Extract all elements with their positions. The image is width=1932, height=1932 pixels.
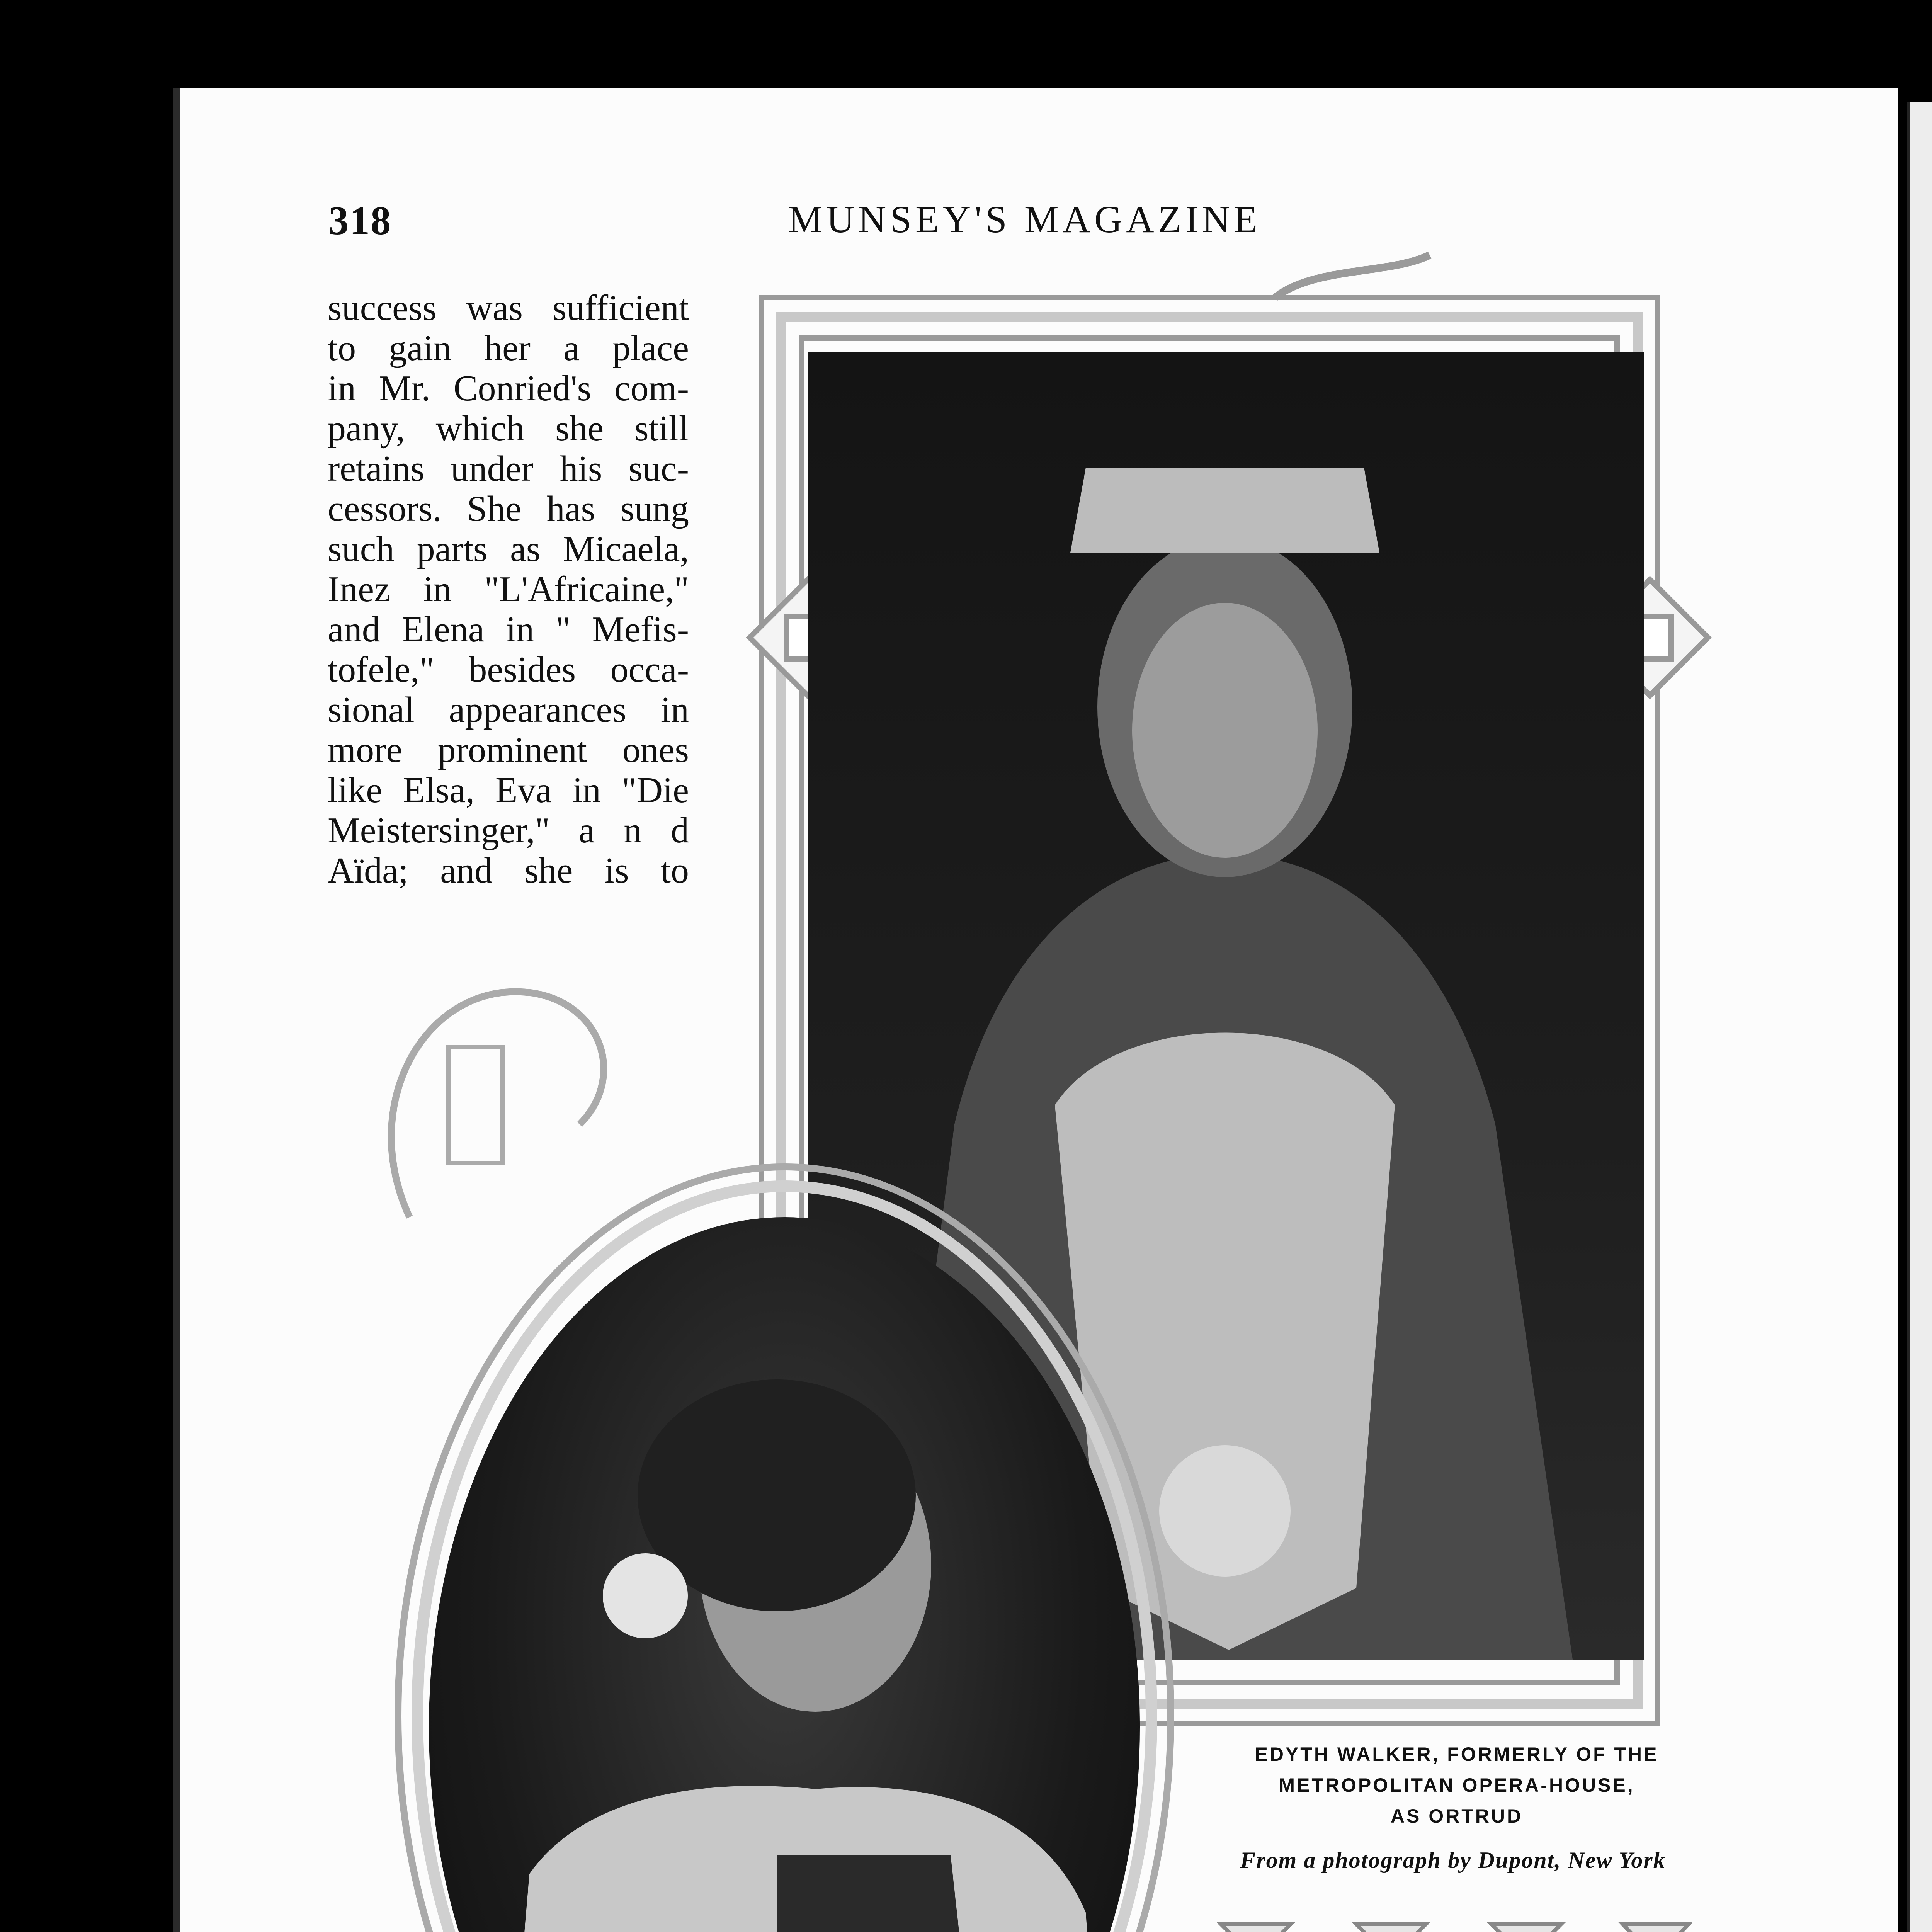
text-line: Aïda; and she is to <box>328 850 689 891</box>
text-line: tofele," besides occa- <box>328 650 689 690</box>
text-line: sional appearances in <box>328 690 689 730</box>
text-line: Meistersinger," a n d <box>328 810 689 850</box>
text-line: more prominent ones <box>328 730 689 770</box>
text-line: to gain her a place <box>328 328 689 368</box>
text-line: Inez in "L'Africaine," <box>328 569 689 609</box>
left-column-text <box>328 288 689 891</box>
caption-line: EDYTH WALKER, FORMERLY OF THE <box>1255 1743 1659 1765</box>
facing-page-edge <box>1907 102 1932 1932</box>
page-number: 318 <box>328 198 392 243</box>
text-line: like Elsa, Eva in "Die <box>328 770 689 810</box>
text-line: and Elena in " Mefis- <box>328 609 689 650</box>
text-line: cessors. She has sung <box>328 489 689 529</box>
text-line: success was sufficient <box>328 288 689 328</box>
top-photo-credit: From a photograph by Dupont, New York <box>1240 1847 1666 1873</box>
top-photo-caption <box>1202 1739 1712 1832</box>
magazine-title: MUNSEY'S MAGAZINE <box>788 198 1262 241</box>
triangle-ornament-row <box>1217 1920 1692 1932</box>
caption-line: AS ORTRUD <box>1390 1805 1523 1827</box>
text-line: pany, which she still <box>328 408 689 449</box>
caption-line: METROPOLITAN OPERA-HOUSE, <box>1279 1774 1635 1796</box>
text-line: such parts as Micaela, <box>328 529 689 569</box>
text-line: in Mr. Conried's com- <box>328 368 689 408</box>
text-line: retains under his suc- <box>328 449 689 489</box>
